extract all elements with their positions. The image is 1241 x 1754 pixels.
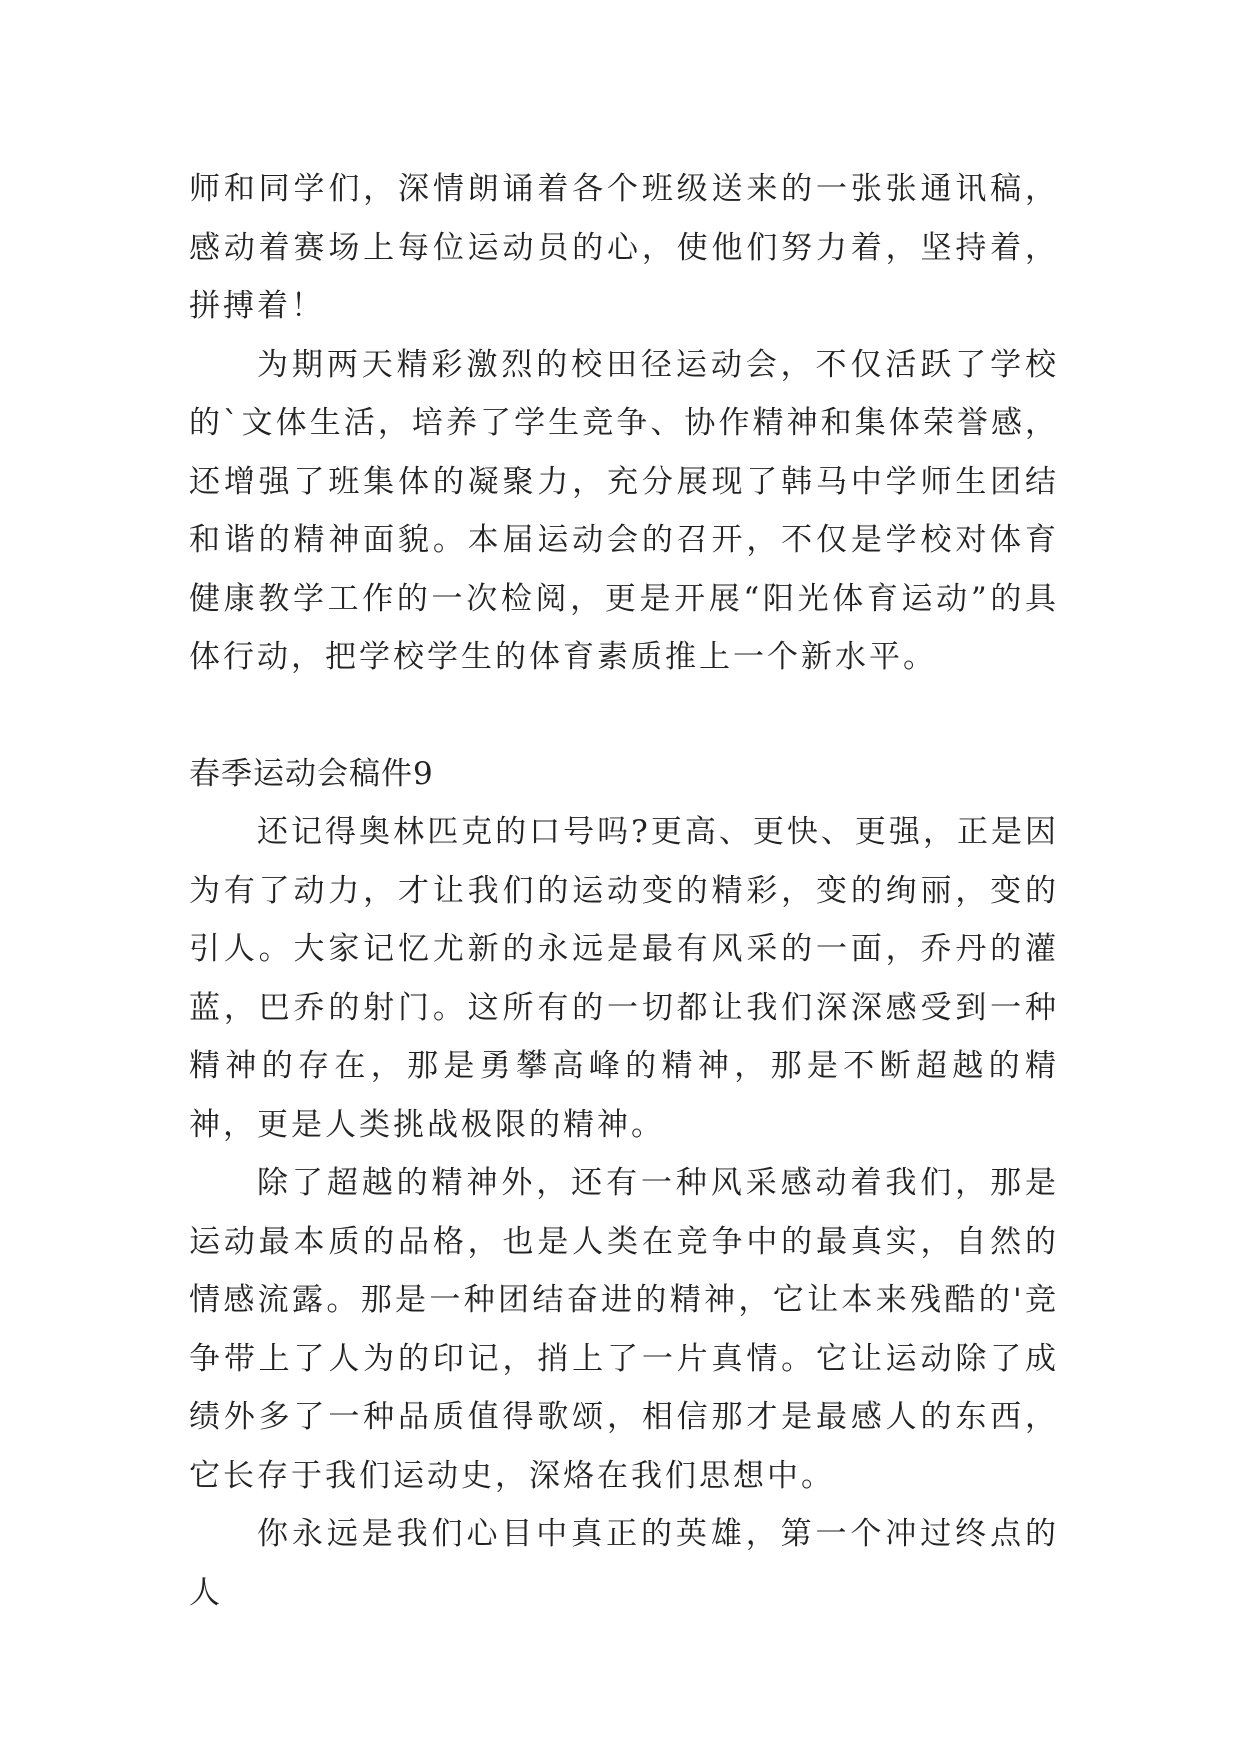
paragraph-hero: 你永远是我们心目中真正的英雄，第一个冲过终点的人 (189, 1516, 1059, 1611)
paragraph-continued: 师和同学们，深情朗诵着各个班级送来的一张张通讯稿，感动着赛场上每位运动员的心，使他们努力着，坚持着，拼搏着！ (189, 171, 1059, 324)
section-title: 春季运动会稿件9 (189, 755, 434, 792)
paragraph-sports-meet-summary: 为期两天精彩激烈的校田径运动会，不仅活跃了学校的`文体生活，培养了学生竞争、协作精神和集体荣誉感，还增强了班集体的凝聚力，充分展现了韩马中学师生团结和谐的精神面貌。本届运动会的召开，不仅是学校对体育健康教学工作的一次检阅，更是开展“阳光体育运动”的具体行动，把学校学生的体育素质推上一个新水平。 (189, 346, 1059, 675)
paragraph-olympic-motto: 还记得奥林匹克的口号吗?更高、更快、更强，正是因为有了动力，才让我们的运动变的精彩，变的绚丽，变的引人。大家记忆尤新的永远是最有风采的一面，乔丹的灌蓝，巴乔的射门。这所有的一切都让我们深深感受到一种精神的存在，那是勇攀高峰的精神，那是不断超越的精神，更是人类挑战极限的精神。 (189, 814, 1059, 1143)
document-page (189, 160, 1059, 1622)
paragraph-team-spirit: 除了超越的精神外，还有一种风采感动着我们，那是运动最本质的品格，也是人类在竞争中的最真实，自然的情感流露。那是一种团结奋进的精神，它让本来残酷的'竞争带上了人为的印记，捎上了一片真情。它让运动除了成绩外多了一种品质值得歌颂，相信那才是最感人的东西，它长存于我们运动史，深烙在我们思想中。 (189, 1165, 1059, 1494)
